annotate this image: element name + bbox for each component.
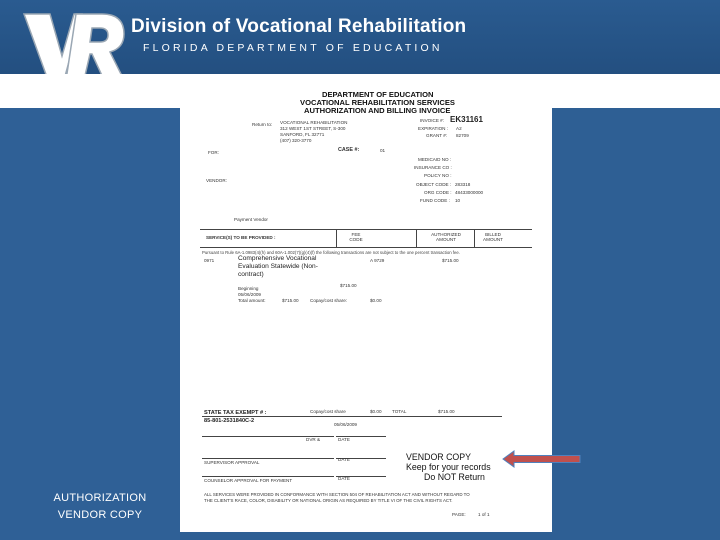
page-label: PAGE: bbox=[452, 512, 466, 517]
grant-label: GRANT #: bbox=[426, 133, 448, 138]
table-divider-1 bbox=[336, 229, 337, 247]
pursuant-note: Pursuant to Rule 6A-1.0983(4)(h) and 60A-1.002(7)(g)(4)(f) the following transactions are not subject to the one percent transaction fee. bbox=[202, 250, 460, 255]
service-desc-2: Evaluation Statewide (Non- bbox=[238, 263, 318, 270]
footer-line-1: ALL SERVICES WERE PROVIDED IN CONFORMANCE WITH SECTION 504 OF REHABILITATION ACT AND WITHOUT REGARD TO bbox=[204, 492, 470, 497]
billed-header: BILLED AMOUNT bbox=[483, 232, 503, 242]
invoice-header-1: DEPARTMENT OF EDUCATION bbox=[322, 90, 434, 99]
invoice-header-2: VOCATIONAL REHABILITATION SERVICES bbox=[300, 98, 455, 107]
vendor-copy-do-not-return: Do NOT Return bbox=[424, 472, 485, 482]
caption-line-2: VENDOR COPY bbox=[57, 509, 143, 521]
return-to-line-1: VOCATIONAL REHABILITATION bbox=[280, 120, 348, 125]
dvr-date-label: DATE bbox=[338, 437, 350, 442]
grand-total-label: TOTAL bbox=[392, 409, 407, 414]
line-number: 0971 bbox=[204, 258, 215, 263]
fund-code-value: 10 bbox=[455, 198, 461, 203]
service-header: SERVICE(S) TO BE PROVIDED : bbox=[206, 235, 276, 240]
expiration-label: EXPIRATION : bbox=[418, 126, 449, 131]
supervisor-sign-line bbox=[202, 458, 334, 459]
invoice-no-label: INVOICE #: bbox=[420, 118, 444, 123]
return-to-line-3: SANFORD, FL 32771 bbox=[280, 132, 325, 137]
banner-title: Division of Vocational Rehabilitation bbox=[131, 16, 467, 37]
banner-subtitle: FLORIDA DEPARTMENT OF EDUCATION bbox=[143, 42, 443, 54]
fee-code-header: FEE CODE bbox=[349, 232, 363, 242]
invoice-number: EK31161 bbox=[450, 115, 483, 124]
footer-line-2: THE CLIENT'S RACE, COLOR, DISABILITY OR NATIONAL ORIGIN AS REQUIRED BY TITLE VI OF THE CIVIL RIGHTS ACT. bbox=[204, 498, 453, 503]
object-code-label: OBJECT CODE : bbox=[416, 182, 452, 187]
total-amount: $715.00 bbox=[282, 298, 299, 303]
table-divider-2 bbox=[416, 229, 417, 247]
service-desc-1: Comprehensive Vocational bbox=[238, 255, 317, 262]
fund-code-label: FUND CODE : bbox=[420, 198, 450, 203]
state-tax-number: 85-801-2531840C-2 bbox=[204, 418, 255, 424]
grant-value: 82709 bbox=[456, 133, 469, 138]
counselor-sign-line bbox=[202, 476, 334, 477]
begin-label: Beginning bbox=[238, 286, 259, 291]
copay-label: Copay/cost share: bbox=[310, 298, 348, 303]
authorized-header: AUTHORIZED AMOUNT bbox=[431, 232, 461, 242]
cost-share-label: Copay/cost share bbox=[310, 409, 346, 414]
return-to-line-2: 312 WEST 1ST STREET, S-300 bbox=[280, 126, 346, 131]
org-code-value: 48433000000 bbox=[455, 190, 484, 195]
expiration-value: A2 bbox=[456, 126, 462, 131]
cost-share-value: $0.00 bbox=[370, 409, 382, 414]
org-code-label: ORG CODE : bbox=[424, 190, 452, 195]
vendor-copy-keep: Keep for your records bbox=[406, 462, 491, 472]
copay-amount: $0.00 bbox=[370, 298, 382, 303]
invoice-document bbox=[180, 74, 552, 532]
payment-vendor-label: Payment Vendor bbox=[234, 217, 268, 222]
authorized-amount: $715.00 bbox=[442, 258, 459, 263]
counselor-date-label: DATE bbox=[338, 476, 350, 481]
supervisor-date-label: DATE bbox=[338, 457, 350, 462]
case-value: 01 bbox=[380, 148, 386, 153]
medicaid-label: MEDICAID NO : bbox=[418, 157, 452, 162]
invoice-header-3: AUTHORIZATION AND BILLING INVOICE bbox=[304, 106, 451, 115]
caption-line-1: AUTHORIZATION bbox=[53, 492, 147, 504]
left-panel bbox=[0, 108, 180, 540]
insurance-label: INSURANCE CO : bbox=[414, 165, 452, 170]
pointer-arrow bbox=[502, 450, 582, 468]
slide-caption bbox=[30, 490, 170, 524]
dvr-label: DVR & bbox=[306, 437, 321, 442]
total-label: Total amount: bbox=[238, 298, 266, 303]
begin-date: 05/06/2009 bbox=[238, 292, 261, 297]
begin-amount: $715.00 bbox=[340, 283, 357, 288]
table-header-rule bbox=[200, 247, 532, 248]
object-code-value: 283318 bbox=[455, 182, 471, 187]
table-top-rule bbox=[200, 229, 532, 230]
policy-label: POLICY NO : bbox=[424, 173, 452, 178]
counselor-label: COUNSELOR APPROVAL FOR PAYMENT bbox=[204, 478, 293, 483]
vendor-copy-title: VENDOR COPY bbox=[406, 452, 472, 462]
grand-total-value: $715.00 bbox=[438, 409, 455, 414]
state-tax-label: STATE TAX EXEMPT # : bbox=[204, 410, 267, 416]
header-banner bbox=[0, 0, 720, 74]
return-to-label: Return to: bbox=[252, 122, 273, 127]
page-value: 1 of 1 bbox=[478, 512, 490, 517]
vendor-label: VENDOR: bbox=[206, 178, 227, 183]
case-label: CASE #: bbox=[338, 147, 360, 153]
service-desc-3: contract) bbox=[238, 271, 264, 278]
fee-code-value: A 9729 bbox=[370, 258, 385, 263]
supervisor-label: SUPERVISOR APPROVAL bbox=[204, 460, 260, 465]
sign-date: 05/06/2009 bbox=[334, 422, 357, 427]
return-to-line-4: (407) 320-3770 bbox=[280, 138, 312, 143]
total-rule bbox=[202, 416, 502, 417]
table-divider-3 bbox=[474, 229, 475, 247]
for-label: FOR: bbox=[208, 150, 219, 155]
